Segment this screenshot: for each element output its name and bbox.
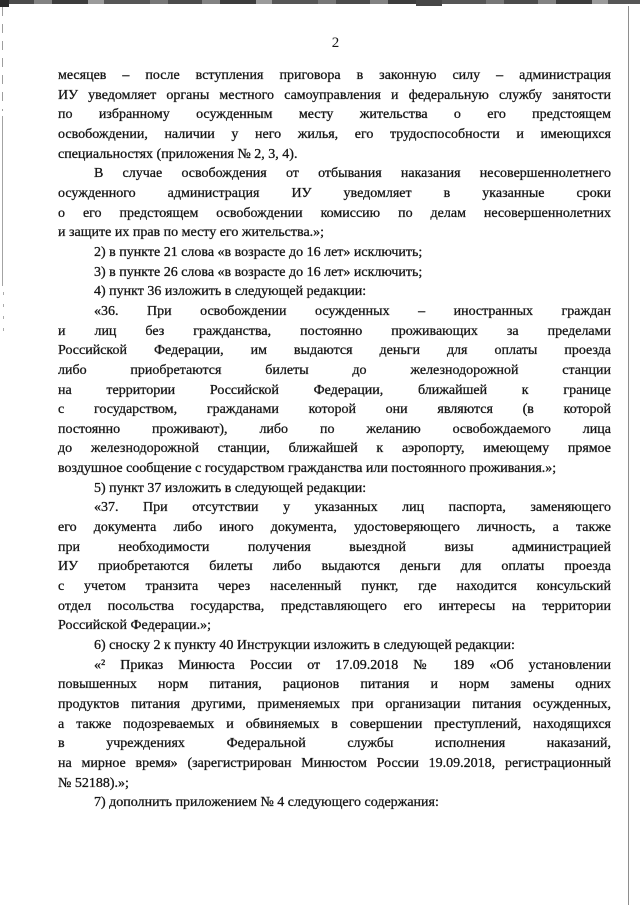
text-line: 6) сноску 2 к пункту 40 Инструкции изложить в следующей редакции: [94,638,515,654]
text-line: 5) пункт 37 изложить в следующей редакции: [94,480,367,496]
text-line: ИУ приобретаются билеты либо выдаются деньги для оплаты проезда [58,559,611,575]
text-line: 3) в пункте 26 слова «в возрасте до 16 лет» исключить; [94,264,423,280]
text-line: о его предстоящем освобождении комиссию по делам несовершеннолетних [58,205,611,221]
text-line: Российской Федерации, им выдаются деньги для оплаты проезда [58,343,611,359]
scan-artifact-left-solid-line [2,116,3,286]
text-line: «² Приказ Минюста России от 17.09.2018 № 189 «Об установлении [94,657,611,673]
text-line: продуктов питания другими, применяемых при организации питания осужденных, [58,697,611,712]
text-line: ИУ уведомляет органы местного самоуправления и федеральную службу занятости [58,87,611,103]
text-line: и лиц без гражданства, постоянно проживающих за пределами [58,323,611,339]
text-line: № 52188).»; [58,775,129,791]
text-line: В случае освобождения от отбывания наказания несовершеннолетнего [94,166,611,182]
text-line: специальностях (приложения № 2, 3, 4). [58,146,298,162]
text-line: отдел посольства государства, представляющего его интересы на территории [58,598,611,614]
text-line: на мирное время» (зарегистрирован Минюстом России 19.09.2018, регистрационный [58,755,611,771]
text-line: освобождении, наличии у него жилья, его трудоспособности и имеющихся [58,126,611,142]
text-line: и защите их прав по месту его жительства.»; [58,225,325,241]
scan-artifact-left-dots [3,292,4,336]
text-line: по избранному осужденным месту жительства о его предстоящем [58,107,611,123]
text-line: «37. При отсутствии у указанных лиц паспорта, заменяющего [94,500,611,516]
text-line: 4) пункт 36 изложить в следующей редакции: [94,284,367,300]
document-body [58,66,611,813]
text-line: при необходимости получения выездной визы администрацией [58,539,611,555]
text-line: 7) дополнить приложением № 4 следующего содержания: [94,795,439,811]
text-line: а также подозреваемых и обвиняемых в совершении преступлений, находящихся [58,716,611,732]
text-line: до железнодорожной станции, ближайшей к аэропорту, имеющему прямое [58,441,611,457]
text-line: с государством, гражданами которой они являются (в которой [58,402,611,418]
page-number: 2 [331,35,340,51]
text-line: 2) в пункте 21 слова «в возрасте до 16 лет» исключить; [94,244,423,260]
text-line: Российской Федерации.»; [58,618,212,634]
text-line: осужденного администрация ИУ уведомляет в указанные сроки [58,185,611,201]
text-line: его документа либо иного документа, удостоверяющего личность, а также [58,520,611,536]
scan-artifact-top-edge [0,0,640,4]
text-line: на территории Российской Федерации, ближайшей к границе [58,382,611,398]
text-line: с учетом транзита через населенный пункт, где находится консульский [58,579,611,595]
text-line: воздушное сообщение с государством гражданства или постоянного проживания.»; [58,461,557,477]
text-line: постоянно проживают), либо по желанию освобождаемого лица [58,421,611,437]
text-line: либо приобретаются билеты до железнодорожной станции [58,362,611,378]
text-line: месяцев – после вступления приговора в законную силу – администрация [58,68,611,83]
text-line: в учреждениях Федеральной службы исполнения наказаний, [58,736,611,752]
scan-artifact-right-edge-line [628,6,629,905]
scan-artifact-left-dashed-line [2,7,3,111]
text-line: «36. При освобождении осужденных – иностранных граждан [94,303,611,319]
text-line: повышенных норм питания, рационов питания и норм замены одних [58,677,611,693]
